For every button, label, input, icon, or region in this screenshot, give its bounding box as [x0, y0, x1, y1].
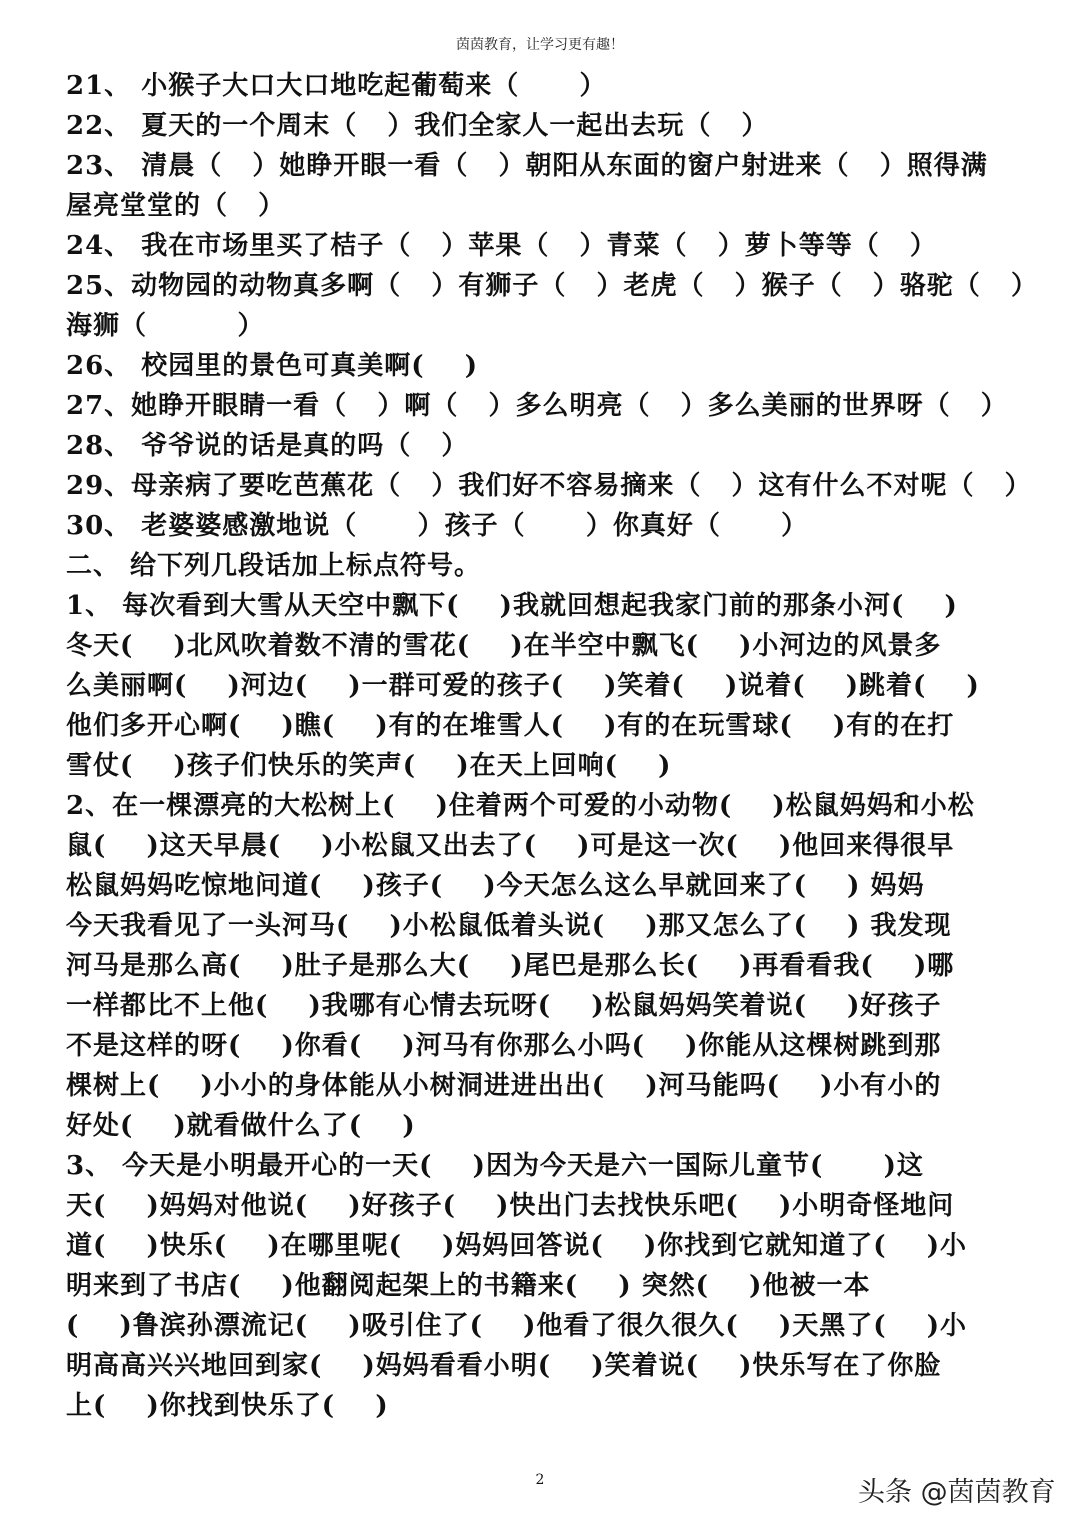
text-line: 2、在一棵漂亮的大松树上( )住着两个可爱的小动物( )松鼠妈妈和小松 — [66, 791, 975, 821]
text-line: 25、动物园的动物真多啊（ ）有狮子（ ）老虎（ ）猴子（ ）骆驼（ ） — [66, 271, 1038, 301]
text-line: 一样都比不上他( )我哪有心情去玩呀( )松鼠妈妈笑着说( )好孩子 — [66, 991, 942, 1021]
section-heading: 二、 给下列几段话加上标点符号。 — [66, 551, 482, 581]
text-line: 28、 爷爷说的话是真的吗（ ） — [66, 431, 469, 461]
text-line: 松鼠妈妈吃惊地问道( )孩子( )今天怎么这么早就回来了( ) 妈妈 — [66, 871, 925, 901]
text-line: 么美丽啊( )河边( )一群可爱的孩子( )笑着( )说着( )跳着( ) — [66, 671, 980, 701]
text-line: 26、 校园里的景色可真美啊( ) — [66, 351, 479, 381]
text-line: ( )鲁滨孙漂流记( )吸引住了( )他看了很久很久( )天黑了( )小 — [66, 1311, 968, 1341]
watermark: 头条 @茵茵教育 — [858, 1477, 1056, 1508]
text-line: 冬天( )北风吹着数不清的雪花( )在半空中飘飞( )小河边的风景多 — [66, 631, 942, 661]
text-line: 明高高兴兴地回到家( )妈妈看看小明( )笑着说( )快乐写在了你脸 — [66, 1351, 942, 1381]
text-line: 27、她睁开眼睛一看（ ）啊（ ）多么明亮（ ）多么美丽的世界呀（ ） — [66, 391, 1008, 421]
text-line: 好处( )就看做什么了( ) — [66, 1111, 416, 1141]
text-line: 29、母亲病了要吃芭蕉花（ ）我们好不容易摘来（ ）这有什么不对呢（ ） — [66, 471, 1032, 501]
text-line: 21、 小猴子大口大口地吃起葡萄来（ ） — [66, 71, 607, 101]
text-line: 雪仗( )孩子们快乐的笑声( )在天上回响( ) — [66, 751, 672, 781]
text-line: 1、 每次看到大雪从天空中飘下( )我就回想起我家门前的那条小河( ) — [66, 591, 958, 621]
text-line: 上( )你找到快乐了( ) — [66, 1391, 389, 1421]
text-line: 屋亮堂堂的（ ） — [66, 191, 286, 221]
text-line: 23、 清晨（ ）她睁开眼一看（ ）朝阳从东面的窗户射进来（ ）照得满 — [66, 151, 988, 181]
text-line: 鼠( )这天早晨( )小松鼠又出去了( )可是这一次( )他回来得很早 — [66, 831, 955, 861]
text-line: 3、 今天是小明最开心的一天( )因为今天是六一国际儿童节( )这 — [66, 1151, 924, 1181]
text-line: 不是这样的呀( )你看( )河马有你那么小吗( )你能从这棵树跳到那 — [66, 1031, 942, 1061]
page-number: 2 — [535, 1472, 545, 1488]
text-line: 河马是那么高( )肚子是那么大( )尾巴是那么长( )再看看我( )哪 — [66, 951, 955, 981]
text-line: 海狮（ ） — [66, 311, 265, 341]
text-line: 今天我看见了一头河马( )小松鼠低着头说( )那又怎么了( ) 我发现 — [66, 911, 952, 941]
text-line: 道( )快乐( )在哪里呢( )妈妈回答说( )你找到它就知道了( )小 — [66, 1231, 968, 1261]
text-line: 棵树上( )小小的身体能从小树洞进进出出( )河马能吗( )小有小的 — [66, 1071, 942, 1101]
text-line: 天( )妈妈对他说( )好孩子( )快出门去找快乐吧( )小明奇怪地问 — [66, 1191, 955, 1221]
text-line: 22、 夏天的一个周末（ ）我们全家人一起出去玩（ ） — [66, 111, 769, 141]
text-line: 30、 老婆婆感激地说（ ）孩子（ ）你真好（ ） — [66, 511, 809, 541]
text-line: 24、 我在市场里买了桔子（ ）苹果（ ）青菜（ ）萝卜等等（ ） — [66, 231, 937, 261]
text-line: 明来到了书店( )他翻阅起架上的书籍来( ) 突然( )他被一本 — [66, 1271, 871, 1301]
document-body — [66, 66, 1038, 1426]
text-line: 他们多开心啊( )瞧( )有的在堆雪人( )有的在玩雪球( )有的在打 — [66, 711, 955, 741]
page-header: 茵茵教育，让学习更有趣！ — [456, 37, 624, 53]
